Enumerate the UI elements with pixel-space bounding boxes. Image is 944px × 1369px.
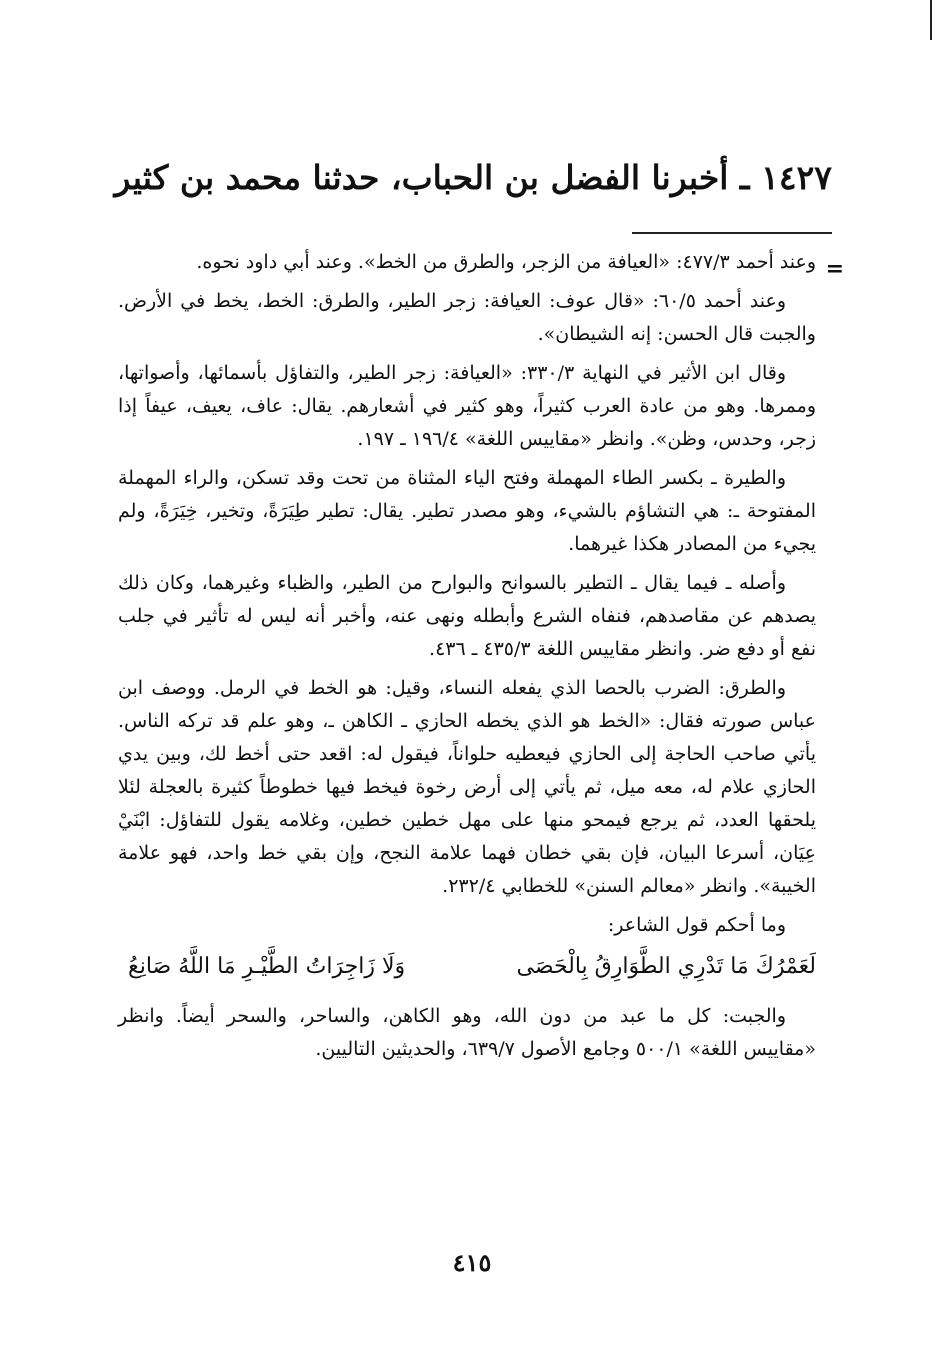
footnote-paragraph: وعند أحمد ٦٠/٥: «قال عوف: العيافة: زجر الطير، والطرق: الخط، يخط في الأرض. والجبت قال الحسن: إنه الشيطان». <box>118 290 816 345</box>
verse-intro: وما أحكم قول الشاعر: <box>607 914 786 936</box>
footnote-paragraph: وأصله ـ فيما يقال ـ التطير بالسوانح والبوارح من الطير، والظباء وغيرهما، وكان ذلك يصدهم عن مقاصدهم، فنفاه الشرع وأبطله ونهى عنه، وأخبر أنه ليس له تأثير في جلب نفع أو دفع ضر. وانظر مقاييس اللغة ٤٣٥/٣ ـ ٤٣٦. <box>118 572 816 660</box>
footnote-separator <box>632 232 832 234</box>
footnote-paragraph: والجبت: كل ما عبد من دون الله، وهو الكاهن، والساحر، والسحر أيضاً. وانظر «مقاييس اللغة» ٥٠٠/١ وجامع الأصول ٦٣٩/٧، والحديثين التاليين. <box>118 1005 816 1060</box>
poetry-verse <box>118 948 816 986</box>
scan-edge-mark <box>930 0 944 40</box>
footnote-paragraph: والطرق: الضرب بالحصا الذي يفعله النساء، وقيل: هو الخط في الرمل. ووصف ابن عباس صورته فقال: «الخط هو الذي يخطه الحازي ـ الكاهن ـ، وهو علم قد تركه الناس. يأتي صاحب الحاجة إلى الحازي فيعطيه حلواناً، فيقول له: اقعد حتى أخط لك، وبين يدي الحازي علام له، معه ميل، ثم يأتي إلى أرض رخوة فيخط فيها خطوطاً كثيرة بالعجلة لئلا يلحقها العدد، ثم يرجع فيمحو منها على مهل خطين خطين، وغلامه يقول للتفاؤل: ابْنَيْ عِيَان، أسرعا البيان، فإن بقي خطان فهما علامة النجح، وإن بقي خط واحد، فهو علامة الخيبة». وانظر «معالم السنن» للخطابي ٢٣٢/٤. <box>118 677 816 897</box>
hadith-heading: ١٤٢٧ ـ أخبرنا الفضل بن الحباب، حدثنا محمد بن كثير <box>114 158 832 197</box>
verse-second-hemistich: وَلَا زَاجِرَاتُ الطَّيْـرِ مَا اللَّهُ صَانِعُ <box>128 954 406 979</box>
verse-first-hemistich: لَعَمْرُكَ مَا تَدْرِي الطَّوَارِقُ بِالْحَصَى <box>516 954 816 979</box>
footnotes <box>118 246 816 1072</box>
page-number: ٤١٥ <box>452 1248 492 1277</box>
footnote-paragraph: والطيرة ـ بكسر الطاء المهملة وفتح الياء المثناة من تحت وقد تسكن، والراء المهملة المفتوحة ـ: هي التشاؤم بالشيء، وهو مصدر تطير. يقال: تطير طِيَرَةً، وتخير، خِيَرَةً، ولم يجيء من المصادر هكذا غيرهما. <box>118 467 816 555</box>
footnote-continuation-marker: = <box>825 256 844 282</box>
footnote-paragraph: وقال ابن الأثير في النهاية ٣٣٠/٣: «العيافة: زجر الطير، والتفاؤل بأسمائها، وأصواتها، وممرها. وهو من عادة العرب كثيراً، وهو كثير في أشعارهم. يقال: عاف، يعيف، عيفاً إذا زجر، وحدس، وظن». وانظر «مقاييس اللغة» ١٩٦/٤ ـ ١٩٧. <box>118 362 816 450</box>
footnote-paragraph: وعند أحمد ٤٧٧/٣: «العيافة من الزجر، والطرق من الخط». وعند أبي داود نحوه. <box>196 251 816 273</box>
